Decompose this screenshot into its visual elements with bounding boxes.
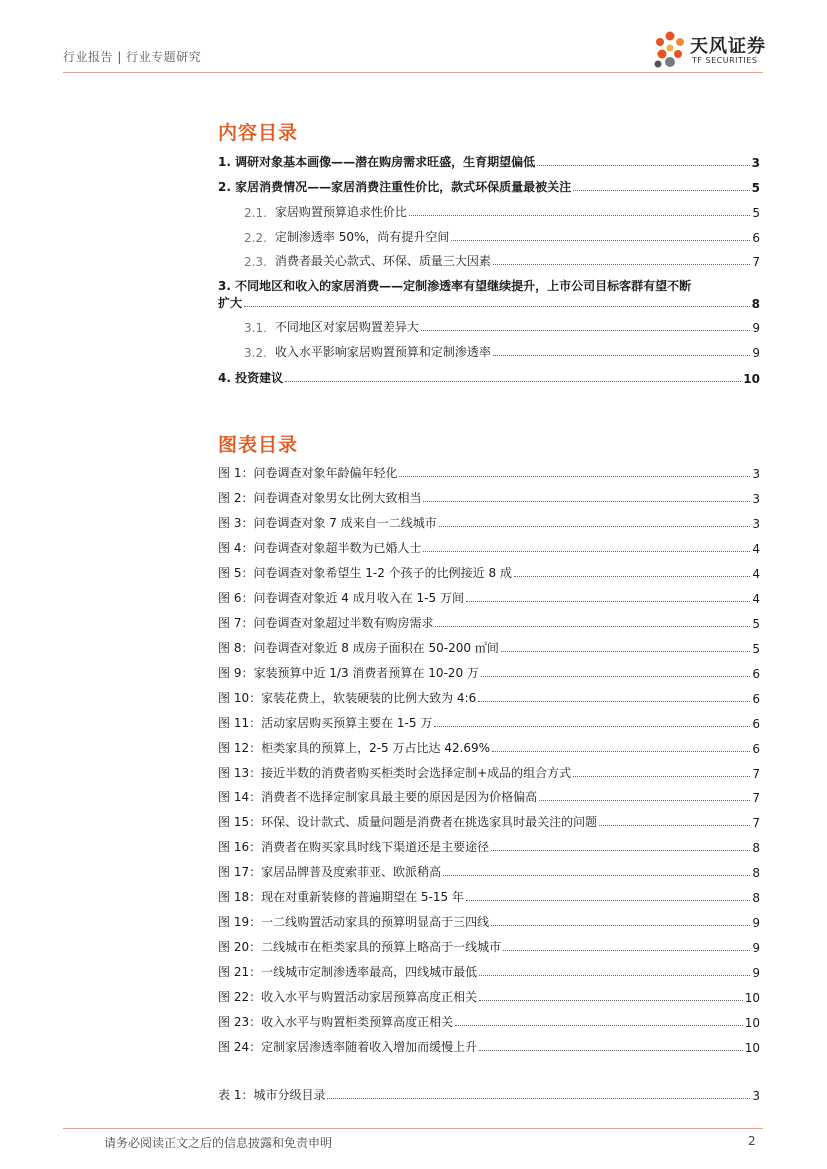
figure-item[interactable]: 图 11：活动家居购买预算主要在 1-5 万 6 [218, 715, 760, 731]
toc-item-3-1[interactable]: 3.1. 不同地区对家居购置差异大 9 [244, 320, 760, 335]
tf-securities-logo [650, 28, 770, 72]
toc-item-2-2[interactable]: 2.2. 定制渗透率 50%，尚有提升空间 6 [244, 230, 760, 245]
toc-item-3-2[interactable]: 3.2. 收入水平影响家居购置预算和定制渗透率 9 [244, 345, 760, 360]
figure-item[interactable]: 图 13：接近半数的消费者购买柜类时会选择定制+成品的组合方式 7 [218, 765, 760, 781]
toc-item-4[interactable]: 4. 投资建议 10 [218, 371, 760, 386]
figure-item[interactable]: 图 1：问卷调查对象年龄偏年轻化 3 [218, 466, 760, 481]
toc-item-2[interactable]: 2. 家居消费情况——家居消费注重性价比，款式环保质量最被关注 5 [218, 180, 760, 195]
toc-item-2-1[interactable]: 2.1. 家居购置预算追求性价比 5 [244, 205, 760, 220]
toc-item-3[interactable]: 扩大 8 [218, 296, 760, 311]
header-breadcrumb: 行业报告 | 行业专题研究 [63, 50, 202, 64]
table-item-1[interactable]: 表 1：城市分级目录 3 [218, 1088, 760, 1103]
figure-item[interactable]: 图 17：家居品牌普及度索菲亚、欧派稍高 8 [218, 865, 760, 881]
logo-name-en: TF SECURITIES [692, 56, 758, 65]
figures-title: 图表目录 [218, 434, 299, 456]
figure-item[interactable]: 图 4：问卷调查对象超半数为已婚人士 4 [218, 540, 760, 556]
toc-title: 内容目录 [218, 122, 299, 144]
figure-item[interactable]: 图 23：收入水平与购置柜类预算高度正相关 10 [218, 1015, 760, 1031]
figure-item[interactable]: 图 16：消费者在购买家具时线下渠道还是主要途径 8 [218, 840, 760, 856]
figure-item[interactable]: 图 20：二线城市在柜类家具的预算上略高于一线城市 9 [218, 940, 760, 956]
figure-item[interactable]: 图 3：问卷调查对象 7 成来自一二线城市 3 [218, 515, 760, 531]
flower-logo-icon [650, 28, 690, 72]
figure-item[interactable]: 图 2：问卷调查对象男女比例大致相当 3 [218, 490, 760, 506]
figure-item[interactable]: 图 15：环保、设计款式、质量问题是消费者在挑选家具时最关注的问题 7 [218, 815, 760, 831]
toc-item-2-3[interactable]: 2.3. 消费者最关心款式、环保、质量三大因素 7 [244, 254, 760, 269]
figure-item[interactable]: 图 10：家装花费上，软装硬装的比例大致为 4:6 6 [218, 690, 760, 706]
figure-item[interactable]: 图 7：问卷调查对象超过半数有购房需求 5 [218, 615, 760, 631]
page-number: 2 [748, 1134, 756, 1148]
logo-name-cn: 天风证券 [690, 36, 766, 57]
figure-item[interactable]: 图 19：一二线购置活动家具的预算明显高于三四线 9 [218, 915, 760, 931]
figure-item[interactable]: 图 5：问卷调查对象希望生 1-2 个孩子的比例接近 8 成 4 [218, 565, 760, 581]
figure-item[interactable]: 图 6：问卷调查对象近 4 成月收入在 1-5 万间 4 [218, 590, 760, 606]
figure-item[interactable]: 图 22：收入水平与购置活动家居预算高度正相关 10 [218, 990, 760, 1006]
figure-item[interactable]: 图 14：消费者不选择定制家具最主要的原因是因为价格偏高 7 [218, 790, 760, 806]
toc-item-3-line1[interactable]: 3. 不同地区和收入的家居消费——定制渗透率有望继续提升，上市公司目标客群有望不断 [218, 279, 692, 293]
figure-item[interactable]: 图 9：家装预算中近 1/3 消费者预算在 10-20 万 6 [218, 665, 760, 681]
toc-item-1[interactable]: 1. 调研对象基本画像——潜在购房需求旺盛，生育期望偏低 3 [218, 155, 760, 170]
figure-item[interactable]: 图 18：现在对重新装修的普遍期望在 5-15 年 8 [218, 890, 760, 906]
figure-item[interactable]: 图 24：定制家居渗透率随着收入增加而缓慢上升 10 [218, 1040, 760, 1056]
figure-item[interactable]: 图 12：柜类家具的预算上，2-5 万占比达 42.69% 6 [218, 740, 760, 756]
footer-divider [63, 1128, 763, 1129]
footer-disclaimer: 请务必阅读正文之后的信息披露和免责申明 [104, 1136, 333, 1150]
figure-item[interactable]: 图 21：一线城市定制渗透率最高，四线城市最低 9 [218, 965, 760, 981]
header-divider [63, 72, 763, 73]
figure-item[interactable]: 图 8：问卷调查对象近 8 成房子面积在 50-200 ㎡间 5 [218, 640, 760, 656]
